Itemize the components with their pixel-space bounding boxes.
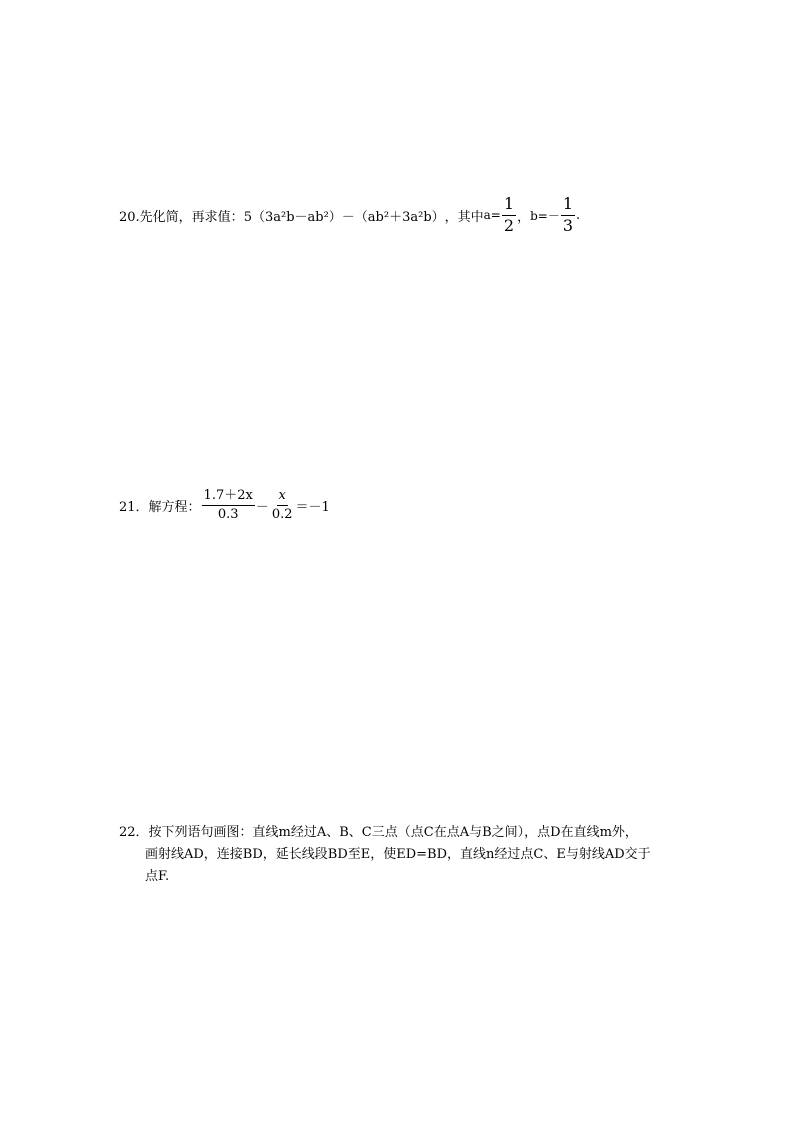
q21-frac2-denominator: 0.2 [271,506,293,522]
q20-b-equals: b=－ [530,208,560,223]
q20-b-numerator: 1 [561,196,575,216]
q20-a-equals: a= [483,208,501,223]
q20-expression: 5（3a²b－ab²）－（ab²＋3a²b） [243,209,445,225]
q20-a-fraction [502,196,516,235]
q21-frac2-numerator: x [277,489,288,506]
q20-mid-text: ，其中 [444,209,484,225]
q21-frac1-denominator: 0.3 [217,506,239,522]
question-21 [119,489,330,521]
question-20 [119,196,580,235]
q20-b-fraction [561,196,575,235]
q21-label: 21．解方程： [119,499,201,515]
question-22 [119,822,651,888]
q21-fraction-1 [202,489,255,521]
q21-frac1-numerator: 1.7＋2x [202,489,255,506]
q22-line-3: 点F. [145,869,170,884]
q22-line-1: 22．按下列语句画图：直线m经过A、B、C三点（点C在点A与B之间），点D在直线m外， [119,825,638,840]
q20-label: 20.先化简，再求值： [119,209,244,225]
q20-a-denominator: 2 [503,215,515,235]
q20-a-numerator: 1 [502,196,516,216]
q20-b-denominator: 3 [562,215,574,235]
q20-separator: ， [517,209,531,225]
q21-fraction-2 [270,489,295,521]
q20-end: . [576,207,581,223]
q21-minus: － [255,499,269,515]
q22-line-2: 画射线AD，连接BD，延长线段BD至E，使ED=BD，直线n经过点C、E与射线AD交于 [145,847,651,862]
q21-rhs: ＝－1 [295,499,330,515]
